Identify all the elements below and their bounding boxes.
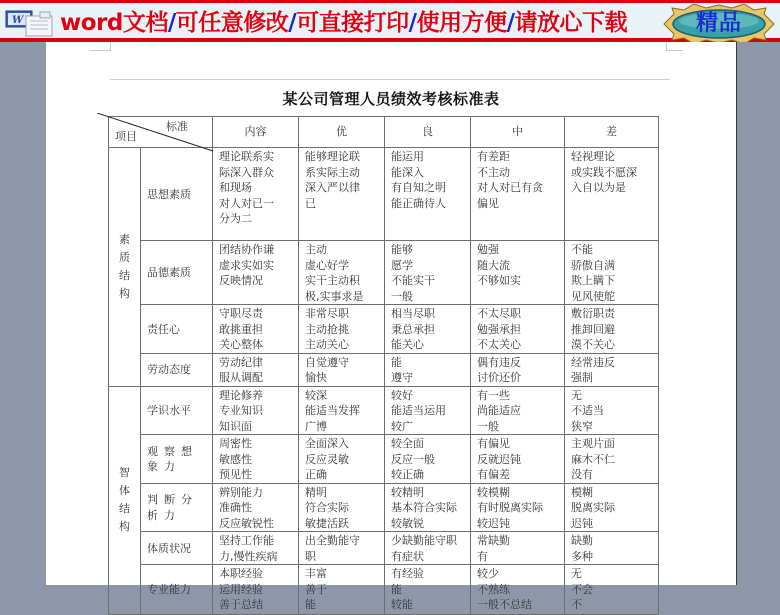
criteria-cell-poor <box>565 148 659 241</box>
slogan-word-doc: word文档 <box>60 10 168 36</box>
criteria-line: 主观片面 <box>571 437 615 450</box>
criteria-line: 推卸回避 <box>571 322 615 336</box>
criteria-line: 有时脱离实际 <box>477 501 543 514</box>
margin-mark-top-left <box>90 42 111 51</box>
group-label-cell <box>109 386 141 615</box>
criteria-line: 虚求实如实 <box>219 258 274 272</box>
word-document-icon <box>4 8 58 38</box>
criteria-line: 或实践不愿深 <box>571 165 637 179</box>
item-name-cell: 观察想象力 <box>141 435 213 484</box>
criteria-line: 坚持工作能 <box>219 534 274 547</box>
criteria-line: 有一些 <box>477 388 510 402</box>
criteria-line: 能 <box>391 355 402 369</box>
criteria-line: 多种 <box>571 549 593 563</box>
item-name-cell: 品德素质 <box>141 241 213 305</box>
criteria-line: 少缺勤能守职 <box>391 534 457 547</box>
criteria-cell-content <box>213 532 299 565</box>
criteria-line: 有偏差 <box>477 468 510 481</box>
criteria-line: 运用经验 <box>219 582 263 596</box>
criteria-line: 有差距 <box>477 150 510 163</box>
criteria-cell-poor <box>565 353 659 386</box>
criteria-line: 能关心 <box>391 338 424 351</box>
criteria-cell-excellent <box>299 353 385 386</box>
badge-label: 精品 <box>695 11 742 36</box>
criteria-line: 实干主动积 <box>305 274 360 287</box>
criteria-line: 基本符合实际 <box>391 501 457 514</box>
criteria-line: 不能实干 <box>391 274 435 287</box>
criteria-line: 一般 <box>391 289 413 303</box>
criteria-line: 善于总结 <box>219 598 263 611</box>
document-title: 某公司管理人员绩效考核标准表 <box>282 90 500 108</box>
criteria-line: 常缺勤 <box>477 534 510 547</box>
criteria-line: 秉总承担 <box>391 322 435 336</box>
criteria-cell-poor <box>565 565 659 615</box>
criteria-line: 尚能适应 <box>477 404 521 417</box>
criteria-line: 相当尽职 <box>391 307 435 320</box>
criteria-line: 敏感性 <box>219 452 252 466</box>
criteria-cell-poor <box>565 532 659 565</box>
criteria-cell-content <box>213 148 299 241</box>
criteria-line: 团结协作谦 <box>219 243 274 256</box>
criteria-line: 不主动 <box>477 165 510 179</box>
criteria-cell-poor <box>565 483 659 532</box>
right-gutter <box>737 42 780 585</box>
criteria-cell-excellent <box>299 386 385 435</box>
evaluation-table <box>108 116 659 615</box>
criteria-cell-excellent <box>299 241 385 305</box>
criteria-cell-good <box>385 241 471 305</box>
criteria-cell-excellent <box>299 483 385 532</box>
table-row <box>109 565 659 615</box>
criteria-line: 不能 <box>571 243 593 256</box>
criteria-line: 较好 <box>391 388 413 402</box>
criteria-line: 较少 <box>477 567 499 580</box>
criteria-line: 已 <box>305 196 316 210</box>
criteria-line: 服从调配 <box>219 371 263 384</box>
column-header-average: 中 <box>471 117 565 148</box>
criteria-line: 较敏锐 <box>391 516 424 530</box>
criteria-line: 勉强承担 <box>477 322 521 336</box>
criteria-line: 非常尽职 <box>305 307 349 320</box>
criteria-line: 正确 <box>305 468 327 481</box>
criteria-line: 脱离实际 <box>571 501 615 514</box>
criteria-line: 较全面 <box>391 437 424 450</box>
criteria-line: 一般不总结 <box>477 598 532 611</box>
criteria-line: 主动关心 <box>305 338 349 351</box>
criteria-line: 和现场 <box>219 181 252 194</box>
column-header-poor: 差 <box>565 117 659 148</box>
criteria-line: 能够理论联 <box>305 150 360 163</box>
criteria-cell-average <box>471 386 565 435</box>
criteria-line: 缺勤 <box>571 534 593 547</box>
group-label-cell <box>109 148 141 387</box>
criteria-line: 敢挑重担 <box>219 322 263 336</box>
diagonal-header-cell <box>109 117 213 148</box>
criteria-cell-excellent <box>299 435 385 484</box>
criteria-line: 广博 <box>305 419 327 433</box>
criteria-line: 迟钝 <box>571 516 593 530</box>
criteria-line: 精明 <box>305 485 327 499</box>
criteria-line: 出全勤能守 <box>305 534 360 547</box>
criteria-line: 能 <box>391 582 402 596</box>
criteria-line: 知识面 <box>219 419 252 433</box>
criteria-line: 较迟钝 <box>477 516 510 530</box>
header-standard-label: 标准 <box>166 120 188 133</box>
criteria-line: 能 <box>305 598 316 611</box>
criteria-line: 不太关心 <box>477 338 521 351</box>
criteria-line: 深入严以律 <box>305 181 360 194</box>
criteria-line: 有 <box>477 549 488 563</box>
item-name-cell: 劳动态度 <box>141 353 213 386</box>
criteria-line: 能正确待人 <box>391 196 446 210</box>
margin-mark-top-right <box>666 42 683 51</box>
criteria-line: 理论联系实 <box>219 150 274 163</box>
criteria-line: 较精明 <box>391 485 424 499</box>
criteria-cell-average <box>471 305 565 354</box>
table-row <box>109 532 659 565</box>
criteria-line: 能运用 <box>391 150 424 163</box>
criteria-line: 麻木不仁 <box>571 452 615 466</box>
criteria-line: 轻视理论 <box>571 150 615 163</box>
criteria-line: 较正确 <box>391 468 424 481</box>
criteria-line: 较深 <box>305 388 327 402</box>
criteria-line: 入自以为是 <box>571 181 626 194</box>
group-label: 智体结构 <box>119 466 130 534</box>
slogan-separator: / <box>167 10 176 36</box>
criteria-line: 偏见 <box>477 196 499 210</box>
criteria-line: 不够如实 <box>477 274 521 287</box>
criteria-cell-average <box>471 483 565 532</box>
premium-badge <box>660 4 778 44</box>
slogan-separator: / <box>506 10 515 36</box>
criteria-line: 欺上瞒下 <box>571 274 615 287</box>
criteria-line: 理论修养 <box>219 388 263 402</box>
criteria-cell-good <box>385 386 471 435</box>
criteria-line: 反应灵敏 <box>305 452 349 466</box>
criteria-line: 偶有违反 <box>477 355 521 369</box>
criteria-cell-good <box>385 353 471 386</box>
criteria-line: 反就迟钝 <box>477 452 521 466</box>
criteria-line: 周密性 <box>219 437 252 450</box>
criteria-line: 对人对已一 <box>219 196 274 210</box>
table-row <box>109 483 659 532</box>
column-header-excellent: 优 <box>299 117 385 148</box>
slogan-printable: 可直接打印 <box>296 10 409 36</box>
criteria-cell-poor <box>565 241 659 305</box>
criteria-line: 见风使舵 <box>571 289 615 303</box>
slogan-download: 请放心下载 <box>514 10 627 36</box>
table-row <box>109 353 659 386</box>
criteria-line: 有偏见 <box>477 437 510 450</box>
criteria-line: 愿学 <box>391 258 413 272</box>
criteria-line: 不适当 <box>571 404 604 417</box>
criteria-line: 随大流 <box>477 258 510 272</box>
criteria-cell-content <box>213 305 299 354</box>
slogan-convenient: 使用方便 <box>416 10 507 36</box>
criteria-cell-poor <box>565 435 659 484</box>
criteria-line: 愉快 <box>305 371 327 384</box>
criteria-line: 一般 <box>477 419 499 433</box>
item-name-cell: 学识水平 <box>141 386 213 435</box>
criteria-cell-good <box>385 148 471 241</box>
item-name-cell: 思想素质 <box>141 148 213 241</box>
criteria-cell-good <box>385 565 471 615</box>
table-row <box>109 386 659 435</box>
criteria-line: 强制 <box>571 371 593 384</box>
criteria-cell-good <box>385 532 471 565</box>
criteria-line: 经常违反 <box>571 355 615 369</box>
criteria-line: 较模糊 <box>477 485 510 499</box>
criteria-line: 无 <box>571 388 582 402</box>
criteria-line: 能适当运用 <box>391 404 446 417</box>
criteria-line: 守职尽责 <box>219 307 263 320</box>
criteria-cell-content <box>213 241 299 305</box>
criteria-cell-average <box>471 565 565 615</box>
criteria-line: 辨别能力 <box>219 485 263 499</box>
criteria-line: 较能 <box>391 598 413 611</box>
slogan-separator: / <box>288 10 297 36</box>
criteria-line: 较广 <box>391 419 413 433</box>
item-name-cell: 体质状况 <box>141 532 213 565</box>
table-row <box>109 305 659 354</box>
item-name-cell: 判断分析力 <box>141 483 213 532</box>
table-row <box>109 435 659 484</box>
criteria-line: 丰富 <box>305 567 327 580</box>
criteria-line: 不太尽职 <box>477 307 521 320</box>
criteria-line: 虚心好学 <box>305 258 349 272</box>
header-row <box>109 117 659 148</box>
table-row <box>109 241 659 305</box>
criteria-cell-content <box>213 435 299 484</box>
criteria-line: 对人对已有贪 <box>477 181 543 194</box>
criteria-cell-content <box>213 386 299 435</box>
criteria-line: 讨价还价 <box>477 371 521 384</box>
criteria-line: 全面深入 <box>305 437 349 450</box>
criteria-cell-average <box>471 241 565 305</box>
criteria-cell-excellent <box>299 148 385 241</box>
criteria-cell-excellent <box>299 532 385 565</box>
svg-text:W: W <box>12 15 24 26</box>
table-row <box>109 148 659 241</box>
criteria-line: 反应一般 <box>391 452 435 466</box>
criteria-cell-excellent <box>299 565 385 615</box>
criteria-line: 无 <box>571 567 582 580</box>
criteria-line: 专业知识 <box>219 404 263 417</box>
criteria-cell-average <box>471 148 565 241</box>
criteria-line: 敷衍职责 <box>571 307 615 320</box>
criteria-line: 符合实际 <box>305 501 349 514</box>
criteria-cell-excellent <box>299 305 385 354</box>
criteria-cell-average <box>471 353 565 386</box>
header-rule <box>110 79 670 80</box>
table-body <box>109 148 659 615</box>
criteria-line: 能够 <box>391 243 413 256</box>
criteria-line: 主动 <box>305 243 327 256</box>
criteria-cell-good <box>385 483 471 532</box>
criteria-cell-content <box>213 353 299 386</box>
criteria-line: 极,实事求是 <box>305 289 364 303</box>
criteria-line: 劳动纪律 <box>219 355 263 369</box>
criteria-line: 敏捷活跃 <box>305 516 349 530</box>
criteria-cell-content <box>213 565 299 615</box>
slogan-editable: 可任意修改 <box>175 10 289 36</box>
criteria-line: 本职经验 <box>219 567 263 580</box>
criteria-line: 遵守 <box>391 371 413 384</box>
document-page <box>46 42 737 611</box>
banner-slogan <box>60 6 627 40</box>
criteria-line: 力,慢性疾病 <box>219 549 278 563</box>
group-label: 素质结构 <box>119 232 130 300</box>
criteria-line: 自觉遵守 <box>305 355 349 369</box>
criteria-cell-average <box>471 435 565 484</box>
criteria-line: 系实际主动 <box>305 165 360 179</box>
criteria-cell-good <box>385 435 471 484</box>
criteria-line: 狭窄 <box>571 419 593 433</box>
criteria-line: 职 <box>305 549 316 563</box>
criteria-cell-poor <box>565 305 659 354</box>
header-item-label: 项目 <box>115 129 137 143</box>
criteria-line: 准确性 <box>219 501 252 514</box>
criteria-line: 能深入 <box>391 165 424 179</box>
criteria-line: 关心整体 <box>219 338 263 351</box>
criteria-line: 反映情况 <box>219 274 263 287</box>
criteria-line: 不 <box>571 598 582 611</box>
criteria-cell-good <box>385 305 471 354</box>
criteria-line: 预见性 <box>219 468 252 481</box>
criteria-cell-average <box>471 532 565 565</box>
criteria-line: 不熟练 <box>477 582 510 596</box>
criteria-cell-poor <box>565 386 659 435</box>
left-gutter <box>0 42 46 585</box>
criteria-line: 际深入群众 <box>219 165 274 179</box>
column-header-content: 内容 <box>213 117 299 148</box>
criteria-line: 分为二 <box>219 212 252 225</box>
criteria-line: 有经验 <box>391 567 424 580</box>
criteria-line: 不会 <box>571 582 593 596</box>
criteria-line: 勉强 <box>477 243 499 256</box>
criteria-line: 没有 <box>571 468 593 481</box>
column-header-good: 良 <box>385 117 471 148</box>
item-name-cell: 责任心 <box>141 305 213 354</box>
criteria-line: 主动抢挑 <box>305 322 349 336</box>
promo-banner <box>0 0 780 42</box>
item-name-cell: 专业能力 <box>141 565 213 615</box>
criteria-line: 漠不关心 <box>571 338 615 351</box>
criteria-line: 模糊 <box>571 485 593 499</box>
criteria-line: 善于 <box>305 582 327 596</box>
criteria-line: 有症状 <box>391 549 424 563</box>
slogan-separator: / <box>408 10 417 36</box>
criteria-line: 骄傲自满 <box>571 258 615 272</box>
criteria-cell-content <box>213 483 299 532</box>
criteria-line: 有自知之明 <box>391 181 446 194</box>
criteria-line: 能适当发挥 <box>305 404 360 417</box>
criteria-line: 反应敏锐性 <box>219 516 274 530</box>
